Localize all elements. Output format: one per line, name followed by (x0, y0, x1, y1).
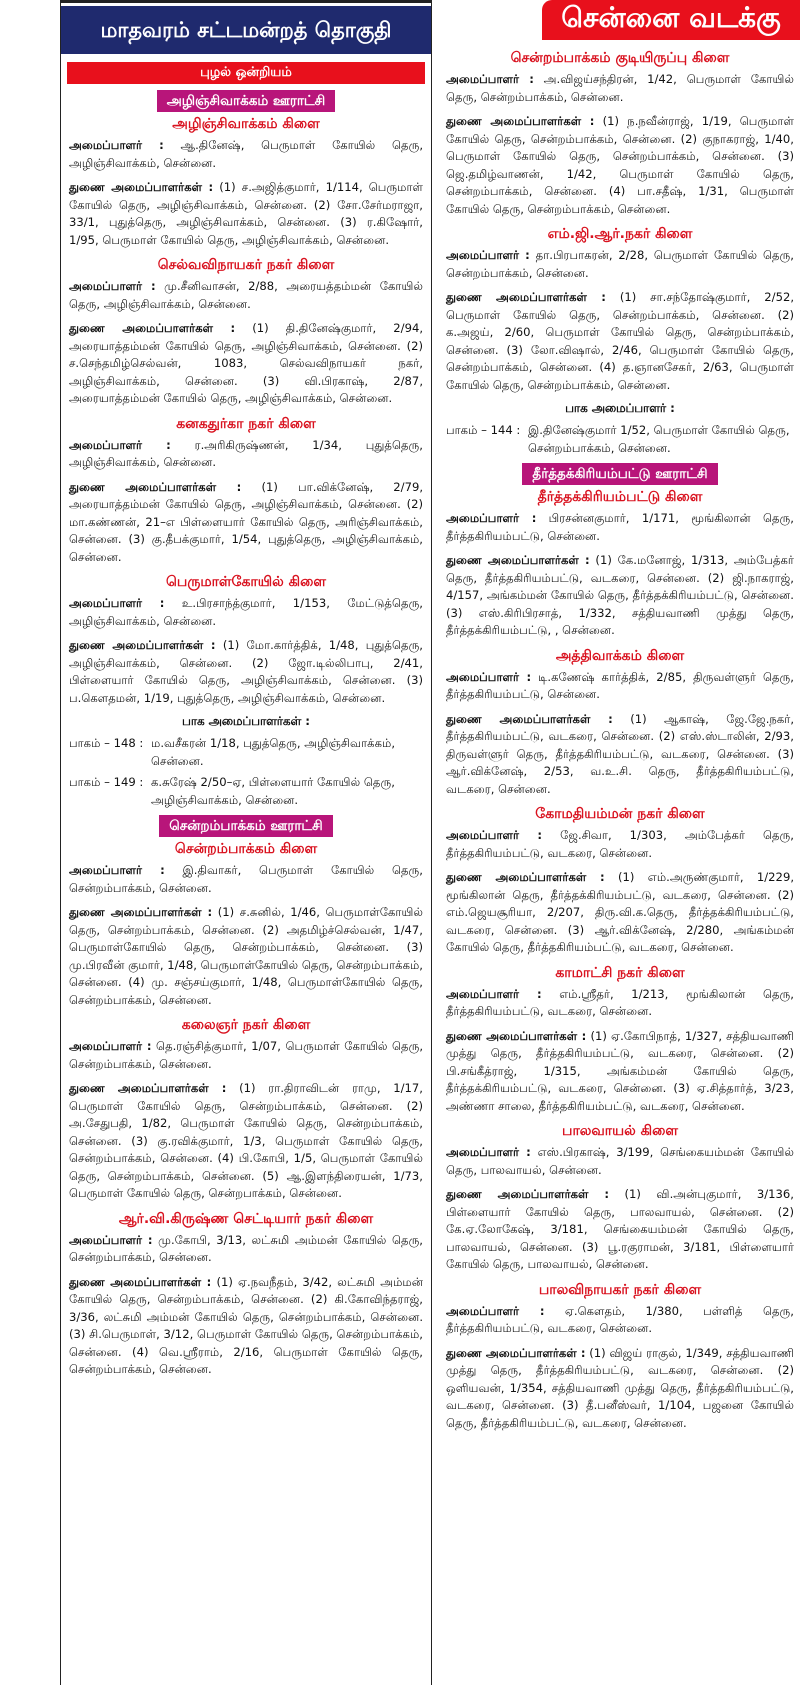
deputies-entry: துணை அமைப்பாளர்கள் : (1) ஏ.நவநீதம், 3/42, லட்சுமி அம்மன் கோயில் தெரு, சென்றம்பாக்கம், சென்னை. (2) கி.கோவிந்தராஜ், 3/36, லட்சுமி அம்மன் கோயில் தெரு, சென்றம்பாக்கம், சென்னை. (3) சி.பெருமாள், 3/12, பெருமாள் கோயில் தெரு, சென்றம்பாக்கம், சென்னை. (4) வெ.ஸ்ரீராம், 2/16, பெருமாள் கோயில் தெரு, சென்றம்பாக்கம், சென்னை. (69, 1274, 424, 1376)
organiser-entry: அமைப்பாளர் : ஜே.சிவா, 1/303, அம்பேத்கர் தெரு, தீர்த்தகிரியம்பட்டு, வடகரை, சென்னை. (446, 828, 794, 860)
deputies-entry: துணை அமைப்பாளர்கள் : (1) பா.விக்னேஷ், 2/79, அரையாத்தம்மன் கோயில் தெரு, அழிஞ்சிவாக்கம், சென்னை. (2) மா.கண்ணன், 21–எ பிள்ளையார் கோயில் தெரு, அரிஞ்சிவாக்கம், சென்னை. (3) கு.தீபக்குமார், 1/54, புதுத்தெரு, அழிஞ்சிவாக்கம், சென்னை. (69, 479, 424, 564)
deputies-entry: துணை அமைப்பாளர்கள் : (1) தி.தினேஷ்குமார், 2/94, அரையாத்தம்மன் கோயில் தெரு, அழிஞ்சிவாக்கம், சென்னை. (2) ச.செந்தமிழ்செல்வன், 1083, செல்வவிநாயகர் நகர், அழிஞ்சிவாக்கம், சென்னை. (3) வி.பிரகாஷ், 2/87, அரையாத்தம்மன் கோயில் தெரு, அழிஞ்சிவாக்கம், சென்னை. (69, 321, 424, 405)
deputies-entry: துணை அமைப்பாளர்கள் : (1) விஜய் ராகுல், 1/349, சத்தியவாணி முத்து தெரு, தீர்த்தகிரியம்பட்டு, வடகரை, சென்னை. (2) ஒளியவன், 1/354, சத்தியவாணி முத்து தெரு, தீர்த்தகிரியம்பட்டு, வடகரை, சென்னை. (3) தீ.பனீஸ்வர், 1/104, பஜனை கோயில் தெரு, தீர்த்தகிரியம்பட்டு, வடகரை, சென்னை. (446, 1345, 794, 1430)
part-organiser-heading: பாக அமைப்பாளர் : (565, 401, 675, 415)
organiser-entry: அமைப்பாளர் : மு.கோபி, 3/13, லட்சுமி அம்மன் கோயில் தெரு, சென்றம்பாக்கம், சென்னை. (69, 1232, 423, 1264)
branch-title: கலைஞர் நகர் கிளை (181, 1017, 311, 1033)
part-organisers-heading: பாக அமைப்பாளர்கள் : (182, 714, 310, 728)
organiser-entry: அமைப்பாளர் : தெ.ரஞ்சித்குமார், 1/07, பெருமாள் கோயில் தெரு, சென்றம்பாக்கம், சென்னை. (69, 1039, 423, 1071)
deputies-entry: துணை அமைப்பாளர்கள் : (1) மோ.கார்த்திக், 1/48, புதுத்தெரு, அழிஞ்சிவாக்கம், சென்னை. (2) ஜோ.டில்லிபாபு, 2/41, பிள்ளையார் கோயில் தெரு, அழிஞ்சிவாக்கம், சென்னை. (3) ப.கௌதமன், 1/19, புதுத்தெரு, அழிஞ்சிவாக்கம், சென்னை. (69, 638, 423, 705)
organiser-entry: அமைப்பாளர் : ஆ.தினேஷ், பெருமாள் கோயில் தெரு, அழிஞ்சிவாக்கம், சென்னை. (69, 138, 424, 170)
branch-title: பாலவிநாயகர் நகர் கிளை (538, 1281, 702, 1298)
branch-title: பாலவாயல் கிளை (562, 1123, 678, 1139)
branch-title: தீர்த்தக்கிரியம்பட்டு கிளை (537, 489, 703, 505)
organiser-entry: அமைப்பாளர் : உ.பிரசாந்த்குமார், 1/153, மேட்டுத்தெரு, அழிஞ்சிவாக்கம், சென்னை. (69, 596, 423, 628)
organiser-entry: அமைப்பாளர் : ர.அரிகிருஷ்ணன், 1/34, புதுத்தெரு, அழிஞ்சிவாக்கம், சென்னை. (69, 437, 423, 469)
deputies-entry: துணை அமைப்பாளர்கள் : (1) கே.மனோஜ், 1/313, அம்பேத்கர் தெரு, தீர்த்தகிரியம்பட்டு, வடகரை, சென்னை. (2) ஜி.நாகராஜ், 4/157, அங்கம்மன் கோயில் தெரு, தீர்த்தக்கிரியம்பட்டு, சென்னை. (3) எஸ்.கிரிபிரசாத், 1/332, சத்தியவாணி முத்து தெரு, தீர்த்தக்கிரியம்பட்டு, , சென்னை. (446, 553, 794, 637)
part-organiser-row: பாகம் – 149 : க.சுரேஷ் 2/50–ஏ, பிள்ளையார் கோயில் தெரு, அழிஞ்சிவாக்கம், சென்னை. (69, 775, 395, 807)
branch-title: பெருமாள்கோயில் கிளை (166, 574, 326, 590)
organiser-entry: அமைப்பாளர் : எம்.ஸ்ரீதர், 1/213, மூங்கிலான் தெரு, தீர்த்தகிரியம்பட்டு, வடகரை, சென்னை. (446, 986, 794, 1018)
branch-title: எம்.ஜி.ஆர்.நகர் கிளை (547, 226, 693, 242)
branch-title: சென்றம்பாக்கம் குடியிருப்பு கிளை (510, 50, 730, 66)
branch-title: ஆர்.வி.கிருஷ்ண செட்டியார் நகர் கிளை (118, 1210, 374, 1227)
part-organiser-row: பாகம் – 148 : ம.வசீகரன் 1/18, புதுத்தெரு, அழிஞ்சிவாக்கம், சென்னை. (69, 736, 396, 768)
branch-title: கோமதியம்மன் நகர் கிளை (535, 806, 705, 822)
deputies-entry: துணை அமைப்பாளர்கள் : (1) ஆகாஷ், ஜே.ஜே.நகர், தீர்த்தகிரியம்பட்டு, வடகரை, சென்னை. (2) எஸ்.ஸ்டாலின், 2/93, திருவள்ளுர் தெரு, தீர்த்தகிரியம்பட்டு, வடகரை, சென்னை. (3) ஆர்.விக்னேஷ், 2/53, வ.உ.சி. தெரு, தீர்த்தகிரியம்பட்டு, வடகரை, சென்னை. (446, 711, 795, 796)
right-column (440, 46, 800, 1685)
organiser-entry: அமைப்பாளர் : இ.திவாகர், பெருமாள் கோயில் தெரு, சென்றம்பாக்கம், சென்னை. (69, 863, 423, 895)
deputies-entry: துணை அமைப்பாளர்கள் : (1) ச.சுனில், 1/46, பெருமாள்கோயில் தெரு, சென்றம்பாக்கம், சென்னை. (2) அதமிழ்ச்செல்வன், 1/47, பெருமாள்கோயில் தெரு, சென்றம்பாக்கம், சென்னை. (3) மு.பிரவீன் குமார், 1/48, பெருமாள்கோயில் தெரு, சென்றம்பாக்கம், சென்னை. (4) மு. சஞ்சய்குமார், 1/48, பெருமாள்கோயில் தெரு, சென்றம்பாக்கம், சென்னை. (69, 905, 423, 1007)
panchayat-heading: அழிஞ்சிவாக்கம் ஊராட்சி (61, 90, 431, 112)
union-title: புழல் ஒன்றியம் (67, 62, 425, 84)
branch-title: சென்றம்பாக்கம் கிளை (174, 841, 318, 857)
deputies-entry: துணை அமைப்பாளர்கள் : (1) எம்.அருண்குமார், 1/229, மூங்கிலான் தெரு, தீர்த்தக்கிரியம்பட்டு, வடகரை, சென்னை. (2) எம்.ஜெயசூரியா, 2/207, திரு.வி.க.தெரு, தீர்த்தக்கிரியம்பட்டு, வடகரை, சென்னை. (3) ஆர்.விக்னேஷ், 2/280, அங்கம்மன் கோயில் தெரு, தீர்த்தகிரியம்பட்டு, வடகரை, சென்னை. (446, 870, 794, 954)
organiser-entry: அமைப்பாளர் : டி.கணேஷ் கார்த்திக், 2/85, திருவள்ளுர் தெரு, தீர்த்தகிரியம்பட்டு, சென்னை. (446, 669, 794, 701)
branch-title: அத்திவாக்கம் கிளை (555, 647, 685, 664)
deputies-entry: துணை அமைப்பாளர்கள் : (1) சா.சந்தோஷ்குமார், 2/52, பெருமாள் கோயில் தெரு, சென்றம்பாக்கம், சென்னை. (2) க.அஜய், 2/60, பெருமாள் கோயில் தெரு, சென்றம்பாக்கம், சென்னை. (3) லோ.விஷால், 2/46, பெருமாள் கோயில் தெரு, சென்றம்பாக்கம், சென்னை. (4) த.ஞானசேகர், 2/63, பெருமாள் கோயில் தெரு, சென்றம்பாக்கம், சென்னை. (446, 290, 795, 392)
organiser-entry: அமைப்பாளர் : மு.சீனிவாசன், 2/88, அரையத்தம்மன் கோயில் தெரு, அழிஞ்சிவாக்கம், சென்னை. (69, 279, 423, 311)
organiser-entry: அமைப்பாளர் : தா.பிரபாகரன், 2/28, பெருமாள் கோயில் தெரு, சென்றம்பாக்கம், சென்னை. (446, 248, 794, 280)
panchayat-heading: சென்றம்பாக்கம் ஊராட்சி (61, 815, 431, 837)
part-organiser-row: பாகம் – 144 : இ.தினேஷ்குமார் 1/52, பெருமாள் கோயில் தெரு, சென்றம்பாக்கம், சென்னை. (446, 423, 790, 455)
branch-title: காமாட்சி நகர் கிளை (555, 964, 685, 981)
branch-title: கனகதுர்கா நகர் கிளை (176, 415, 316, 432)
organiser-entry: அமைப்பாளர் : அ.விஜய்சந்திரன், 1/42, பெருமாள் கோயில் தெரு, சென்றம்பாக்கம், சென்னை. (446, 72, 794, 104)
deputies-entry: துணை அமைப்பாளர்கள் : (1) ஏ.கோபிநாத், 1/327, சத்தியவாணி முத்து தெரு, தீர்த்தகிரியம்பட்டு, வடகரை, சென்னை. (2) பி.சங்கீத்ராஜ், 1/315, அங்கம்மன் கோயில் தெரு, தீர்த்தக்கிரியம்பட்டு, வடகரை, சென்னை. (3) ஏ.சித்தார்த், 3/23, அண்ணா சாலை, தீர்த்தகிரியம்பட்டு, வடகரை, சென்னை. (446, 1028, 794, 1113)
deputies-entry: துணை அமைப்பாளர்கள் : (1) ரா.திராவிடன் ராமு, 1/17, பெருமாள் கோயில் தெரு, சென்றம்பாக்கம், சென்னை. (2) அ.சேதுபதி, 1/82, பெருமாள் கோயில் தெரு, சென்றம்பாக்கம், சென்னை. (3) கு.ரவிக்குமார், 1/3, பெருமாள் கோயில் தெரு, சென்றம்பாக்கம், சென்னை. (4) பி.கோபி, 1/5, பெருமாள் கோயில் தெரு, சென்றம்பாக்கம், சென்னை. (5) ஆ.இளந்திரையன், 1/73, பெருமாள் கோயில் தெரு, சென்றபாக்கம், சென்னை. (69, 1081, 423, 1200)
panchayat-heading: தீர்த்தக்கிரியம்பட்டு ஊராட்சி (440, 463, 800, 485)
branch-title: அழிஞ்சிவாக்கம் கிளை (172, 116, 320, 132)
deputies-entry: துணை அமைப்பாளர்கள் : (1) ந.நவீன்ராஜ், 1/19, பெருமாள் கோயில் தெரு, சென்றம்பாக்கம், சென்னை. (2) குநாகராஜ், 1/40, பெருமாள் கோயில் தெரு, சென்றம்பாக்கம், சென்னை. (3) ஜெ.தமிழ்வாணன், 1/42, பெருமாள் கோயில் தெரு, சென்றம்பாக்கம், சென்னை. (4) பா.சதீஷ், 1/31, பெருமாள் கோயில் தெரு, சென்றம்பாக்கம், சென்னை. (446, 114, 794, 216)
deputies-entry: துணை அமைப்பாளர்கள் : (1) வி.அன்புகுமார், 3/136, பிள்ளையார் கோயில் தெரு, பாலவாயல், சென்னை. (2) கே.ஏ.லோகேஷ், 3/181, செங்கையம்மன் கோயில் தெரு, பாலவாயல், சென்னை. (3) பூ.ரகுராமன், 3/181, பிள்ளையார் கோயில் தெரு, பாலவாயல், சென்னை. (446, 1187, 794, 1271)
branch-title: செல்வவிநாயகர் நகர் கிளை (157, 257, 335, 273)
constituency-title: மாதவரம் சட்டமன்றத் தொகுதி (61, 6, 431, 54)
deputies-entry: துணை அமைப்பாளர்கள் : (1) ச.அஜித்குமார், 1/114, பெருமாள் கோயில் தெரு, அழிஞ்சிவாக்கம், சென்னை. (2) சோ.சேர்மராஜா, 33/1, புதுத்தெரு, அழிஞ்சிவாக்கம், சென்னை. (3) ர.கிஷோர், 1/95, பெருமாள் கோயில் தெரு, அழிஞ்சிவாக்கம், சென்னை. (69, 180, 423, 247)
organiser-entry: அமைப்பாளர் : பிரசன்னகுமார், 1/171, மூங்கிலான் தெரு, தீர்த்தகிரியம்பட்டு, சென்னை. (446, 511, 794, 543)
left-column (60, 0, 432, 1685)
organiser-entry: அமைப்பாளர் : ஏ.கௌதம், 1/380, பள்ளித் தெரு, தீர்த்தகிரியம்பட்டு, வடகரை, சென்னை. (446, 1303, 794, 1335)
region-tag: சென்னை வடக்கு (542, 0, 800, 40)
organiser-entry: அமைப்பாளர் : எஸ்.பிரகாஷ், 3/199, செங்கையம்மன் கோயில் தெரு, பாலவாயல், சென்னை. (446, 1145, 794, 1177)
